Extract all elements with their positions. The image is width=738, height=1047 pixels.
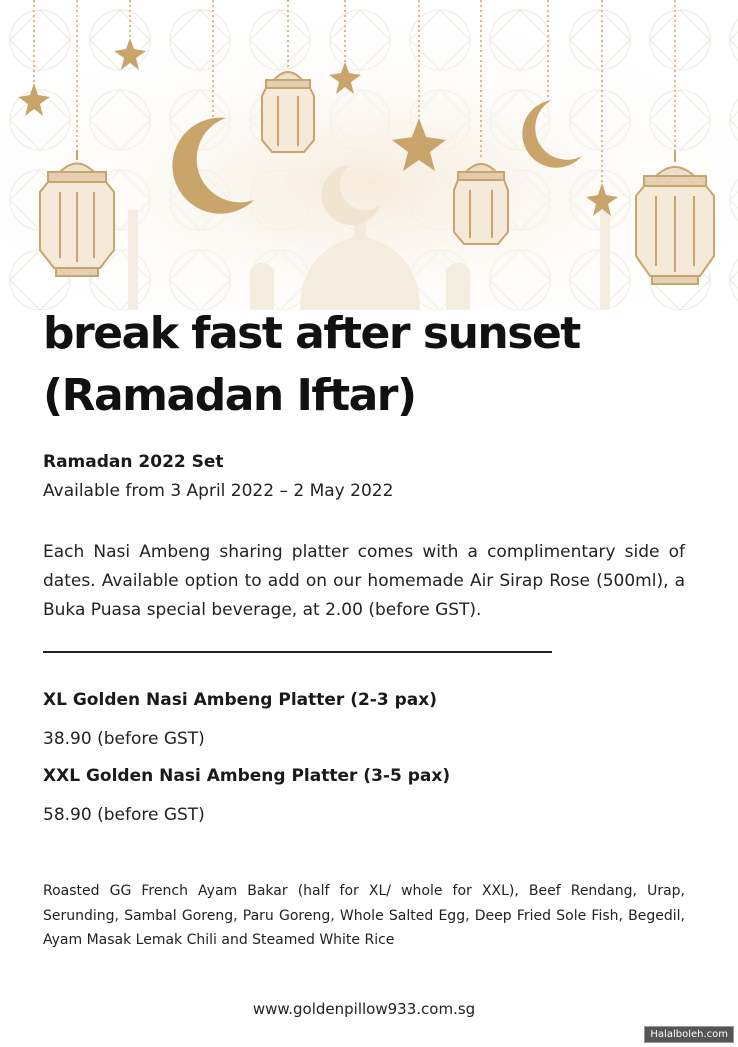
includes-text: Roasted GG French Ayam Bakar (half for XL/ whole for XXL), Beef Rendang, Urap, Serunding, Sambal Goreng, Paru Goreng, Whole Salted Egg, Deep Fried Sole Fish, Begedil, Ayam Masak Lemak Chili and Steamed White Rice: [43, 883, 685, 948]
title-line-1: break fast after sunset: [43, 308, 580, 359]
watermark: Halalboleh.com: [644, 1026, 734, 1043]
set-title: Ramadan 2022 Set: [43, 452, 224, 472]
description-text: Each Nasi Ambeng sharing platter comes with a complimentary side of dates. Available option to add on our homemade Air Sirap Rose (500ml), a Buka Puasa special beverage, at 2.00 (before GST).: [43, 542, 685, 620]
lantern-icon: [454, 164, 508, 244]
lantern-icon: [262, 72, 314, 152]
divider: [43, 651, 552, 653]
item-name-xxl: XXL Golden Nasi Ambeng Platter (3-5 pax): [43, 766, 451, 786]
item-price-xl: 38.90 (before GST): [43, 729, 205, 749]
item-name-xl: XL Golden Nasi Ambeng Platter (2-3 pax): [43, 690, 437, 710]
title-line-2: (Ramadan Iftar): [43, 370, 416, 421]
website-link[interactable]: www.goldenpillow933.com.sg: [252, 1000, 476, 1018]
item-price-xxl: 58.90 (before GST): [43, 805, 205, 825]
page-title: [43, 303, 723, 427]
ramadan-decoration: [0, 0, 738, 310]
availability-text: Available from 3 April 2022 – 2 May 2022: [43, 481, 394, 501]
